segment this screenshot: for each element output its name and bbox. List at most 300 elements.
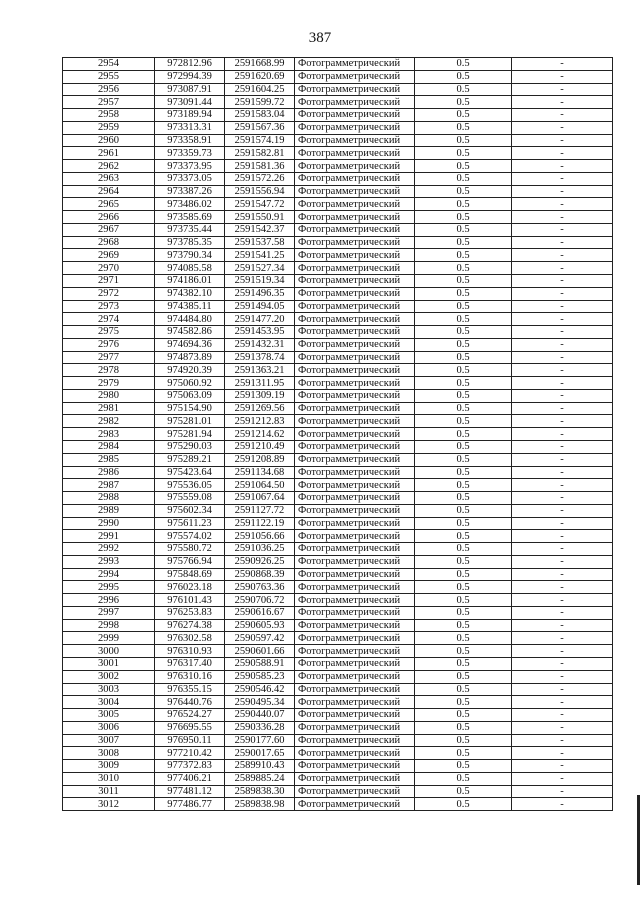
note-cell: - [512,606,613,619]
accuracy-cell: 0.5 [415,326,512,339]
method-cell: Фотограмметрический [295,326,415,339]
point-number-cell: 2999 [63,632,155,645]
note-cell: - [512,96,613,109]
table-row [63,198,613,211]
y-coordinate-cell: 2591556.94 [225,185,295,198]
x-coordinate-cell: 975848.69 [155,568,225,581]
note-cell: - [512,402,613,415]
table-row [63,747,613,760]
note-cell: - [512,364,613,377]
x-coordinate-cell: 975602.34 [155,504,225,517]
table-row [63,785,613,798]
x-coordinate-cell: 973313.31 [155,121,225,134]
x-coordinate-cell: 975290.03 [155,440,225,453]
y-coordinate-cell: 2591599.72 [225,96,295,109]
y-coordinate-cell: 2589885.24 [225,772,295,785]
y-coordinate-cell: 2590336.28 [225,721,295,734]
y-coordinate-cell: 2591620.69 [225,70,295,83]
point-number-cell: 2962 [63,160,155,173]
note-cell: - [512,134,613,147]
y-coordinate-cell: 2591537.58 [225,236,295,249]
note-cell: - [512,83,613,96]
point-number-cell: 3002 [63,670,155,683]
accuracy-cell: 0.5 [415,415,512,428]
y-coordinate-cell: 2591574.19 [225,134,295,147]
note-cell: - [512,645,613,658]
y-coordinate-cell: 2591519.34 [225,275,295,288]
note-cell: - [512,262,613,275]
point-number-cell: 2959 [63,121,155,134]
table-row [63,760,613,773]
accuracy-cell: 0.5 [415,389,512,402]
x-coordinate-cell: 975574.02 [155,530,225,543]
method-cell: Фотограмметрический [295,721,415,734]
y-coordinate-cell: 2590588.91 [225,657,295,670]
method-cell: Фотограмметрический [295,275,415,288]
accuracy-cell: 0.5 [415,657,512,670]
note-cell: - [512,275,613,288]
x-coordinate-cell: 974920.39 [155,364,225,377]
point-number-cell: 2968 [63,236,155,249]
accuracy-cell: 0.5 [415,543,512,556]
table-row [63,262,613,275]
y-coordinate-cell: 2591378.74 [225,351,295,364]
method-cell: Фотограмметрический [295,568,415,581]
accuracy-cell: 0.5 [415,619,512,632]
point-number-cell: 2984 [63,440,155,453]
method-cell: Фотограмметрический [295,402,415,415]
x-coordinate-cell: 976950.11 [155,734,225,747]
y-coordinate-cell: 2589838.98 [225,798,295,811]
point-number-cell: 3005 [63,709,155,722]
note-cell: - [512,160,613,173]
x-coordinate-cell: 976253.83 [155,606,225,619]
method-cell: Фотограмметрический [295,313,415,326]
accuracy-cell: 0.5 [415,721,512,734]
x-coordinate-cell: 976440.76 [155,696,225,709]
x-coordinate-cell: 977486.77 [155,798,225,811]
accuracy-cell: 0.5 [415,696,512,709]
accuracy-cell: 0.5 [415,504,512,517]
table-row [63,377,613,390]
accuracy-cell: 0.5 [415,249,512,262]
note-cell: - [512,721,613,734]
accuracy-cell: 0.5 [415,364,512,377]
x-coordinate-cell: 973387.26 [155,185,225,198]
table-row [63,402,613,415]
method-cell: Фотограмметрический [295,109,415,122]
point-number-cell: 3003 [63,683,155,696]
accuracy-cell: 0.5 [415,683,512,696]
point-number-cell: 2988 [63,492,155,505]
y-coordinate-cell: 2591496.35 [225,287,295,300]
y-coordinate-cell: 2591122.19 [225,517,295,530]
method-cell: Фотограмметрический [295,683,415,696]
y-coordinate-cell: 2589910.43 [225,760,295,773]
table-row [63,606,613,619]
note-cell: - [512,798,613,811]
y-coordinate-cell: 2591477.20 [225,313,295,326]
accuracy-cell: 0.5 [415,555,512,568]
method-cell: Фотограмметрический [295,351,415,364]
accuracy-cell: 0.5 [415,581,512,594]
method-cell: Фотограмметрический [295,670,415,683]
x-coordinate-cell: 974085.58 [155,262,225,275]
y-coordinate-cell: 2591067.64 [225,492,295,505]
point-number-cell: 2957 [63,96,155,109]
note-cell: - [512,504,613,517]
accuracy-cell: 0.5 [415,58,512,71]
y-coordinate-cell: 2590926.25 [225,555,295,568]
table-row [63,415,613,428]
point-number-cell: 2954 [63,58,155,71]
method-cell: Фотограмметрический [295,466,415,479]
note-cell: - [512,594,613,607]
method-cell: Фотограмметрический [295,696,415,709]
point-number-cell: 3001 [63,657,155,670]
accuracy-cell: 0.5 [415,351,512,364]
x-coordinate-cell: 973087.91 [155,83,225,96]
table-row [63,440,613,453]
accuracy-cell: 0.5 [415,185,512,198]
table-row [63,721,613,734]
accuracy-cell: 0.5 [415,517,512,530]
method-cell: Фотограмметрический [295,211,415,224]
accuracy-cell: 0.5 [415,466,512,479]
x-coordinate-cell: 972994.39 [155,70,225,83]
x-coordinate-cell: 973358.91 [155,134,225,147]
point-number-cell: 3009 [63,760,155,773]
y-coordinate-cell: 2591453.95 [225,326,295,339]
point-number-cell: 2978 [63,364,155,377]
note-cell: - [512,172,613,185]
method-cell: Фотограмметрический [295,798,415,811]
table-row [63,657,613,670]
table-row [63,696,613,709]
table-row [63,300,613,313]
note-cell: - [512,670,613,683]
accuracy-cell: 0.5 [415,147,512,160]
x-coordinate-cell: 976023.18 [155,581,225,594]
y-coordinate-cell: 2591309.19 [225,389,295,402]
note-cell: - [512,377,613,390]
y-coordinate-cell: 2591567.36 [225,121,295,134]
x-coordinate-cell: 975423.64 [155,466,225,479]
page-number: 387 [308,30,332,46]
y-coordinate-cell: 2591212.83 [225,415,295,428]
method-cell: Фотограмметрический [295,134,415,147]
point-number-cell: 3010 [63,772,155,785]
point-number-cell: 3006 [63,721,155,734]
y-coordinate-cell: 2591056.66 [225,530,295,543]
method-cell: Фотограмметрический [295,364,415,377]
accuracy-cell: 0.5 [415,747,512,760]
coordinates-table [62,57,613,811]
x-coordinate-cell: 977481.12 [155,785,225,798]
coordinates-table-wrapper [62,57,613,811]
x-coordinate-cell: 975611.23 [155,517,225,530]
x-coordinate-cell: 977210.42 [155,747,225,760]
x-coordinate-cell: 976317.40 [155,657,225,670]
y-coordinate-cell: 2590597.42 [225,632,295,645]
point-number-cell: 2979 [63,377,155,390]
point-number-cell: 2983 [63,428,155,441]
table-row [63,709,613,722]
x-coordinate-cell: 975559.08 [155,492,225,505]
y-coordinate-cell: 2590440.07 [225,709,295,722]
accuracy-cell: 0.5 [415,236,512,249]
x-coordinate-cell: 973189.94 [155,109,225,122]
method-cell: Фотограмметрический [295,172,415,185]
x-coordinate-cell: 974382.10 [155,287,225,300]
method-cell: Фотограмметрический [295,594,415,607]
accuracy-cell: 0.5 [415,402,512,415]
x-coordinate-cell: 973785.35 [155,236,225,249]
accuracy-cell: 0.5 [415,109,512,122]
x-coordinate-cell: 977372.83 [155,760,225,773]
table-row [63,134,613,147]
point-number-cell: 2956 [63,83,155,96]
table-row [63,530,613,543]
table-row [63,185,613,198]
table-row [63,275,613,288]
table-row [63,121,613,134]
method-cell: Фотограмметрический [295,83,415,96]
x-coordinate-cell: 974582.86 [155,326,225,339]
x-coordinate-cell: 975580.72 [155,543,225,556]
accuracy-cell: 0.5 [415,121,512,134]
table-row [63,109,613,122]
table-row [63,223,613,236]
x-coordinate-cell: 976310.93 [155,645,225,658]
note-cell: - [512,747,613,760]
note-cell: - [512,453,613,466]
x-coordinate-cell: 974484.80 [155,313,225,326]
note-cell: - [512,351,613,364]
x-coordinate-cell: 973735.44 [155,223,225,236]
point-number-cell: 2960 [63,134,155,147]
y-coordinate-cell: 2591550.91 [225,211,295,224]
accuracy-cell: 0.5 [415,377,512,390]
accuracy-cell: 0.5 [415,428,512,441]
note-cell: - [512,415,613,428]
note-cell: - [512,70,613,83]
point-number-cell: 2985 [63,453,155,466]
table-row [63,313,613,326]
point-number-cell: 2971 [63,275,155,288]
table-row [63,568,613,581]
table-row [63,83,613,96]
x-coordinate-cell: 974186.01 [155,275,225,288]
method-cell: Фотограмметрический [295,657,415,670]
note-cell: - [512,249,613,262]
note-cell: - [512,696,613,709]
y-coordinate-cell: 2590177.60 [225,734,295,747]
point-number-cell: 2994 [63,568,155,581]
point-number-cell: 2992 [63,543,155,556]
method-cell: Фотограмметрический [295,287,415,300]
y-coordinate-cell: 2591269.56 [225,402,295,415]
note-cell: - [512,211,613,224]
method-cell: Фотограмметрический [295,785,415,798]
table-row [63,338,613,351]
x-coordinate-cell: 977406.21 [155,772,225,785]
point-number-cell: 2958 [63,109,155,122]
x-coordinate-cell: 976101.43 [155,594,225,607]
note-cell: - [512,428,613,441]
y-coordinate-cell: 2590495.34 [225,696,295,709]
note-cell: - [512,121,613,134]
table-row [63,453,613,466]
y-coordinate-cell: 2590546.42 [225,683,295,696]
accuracy-cell: 0.5 [415,632,512,645]
method-cell: Фотограмметрический [295,606,415,619]
method-cell: Фотограмметрический [295,198,415,211]
note-cell: - [512,479,613,492]
x-coordinate-cell: 973585.69 [155,211,225,224]
y-coordinate-cell: 2591527.34 [225,262,295,275]
point-number-cell: 2998 [63,619,155,632]
accuracy-cell: 0.5 [415,440,512,453]
accuracy-cell: 0.5 [415,96,512,109]
accuracy-cell: 0.5 [415,223,512,236]
y-coordinate-cell: 2590706.72 [225,594,295,607]
note-cell: - [512,492,613,505]
table-row [63,543,613,556]
method-cell: Фотограмметрический [295,338,415,351]
point-number-cell: 3007 [63,734,155,747]
accuracy-cell: 0.5 [415,594,512,607]
y-coordinate-cell: 2591127.72 [225,504,295,517]
x-coordinate-cell: 973790.34 [155,249,225,262]
note-cell: - [512,555,613,568]
x-coordinate-cell: 976302.58 [155,632,225,645]
table-row [63,632,613,645]
method-cell: Фотограмметрический [295,734,415,747]
y-coordinate-cell: 2590601.66 [225,645,295,658]
point-number-cell: 2961 [63,147,155,160]
note-cell: - [512,657,613,670]
accuracy-cell: 0.5 [415,338,512,351]
point-number-cell: 2975 [63,326,155,339]
accuracy-cell: 0.5 [415,275,512,288]
table-row [63,517,613,530]
note-cell: - [512,236,613,249]
table-row [63,249,613,262]
note-cell: - [512,287,613,300]
accuracy-cell: 0.5 [415,453,512,466]
method-cell: Фотограмметрический [295,58,415,71]
x-coordinate-cell: 973373.95 [155,160,225,173]
x-coordinate-cell: 973091.44 [155,96,225,109]
accuracy-cell: 0.5 [415,287,512,300]
x-coordinate-cell: 976695.55 [155,721,225,734]
method-cell: Фотограмметрический [295,300,415,313]
x-coordinate-cell: 975766.94 [155,555,225,568]
x-coordinate-cell: 973359.73 [155,147,225,160]
accuracy-cell: 0.5 [415,798,512,811]
note-cell: - [512,760,613,773]
note-cell: - [512,632,613,645]
accuracy-cell: 0.5 [415,313,512,326]
y-coordinate-cell: 2590616.67 [225,606,295,619]
method-cell: Фотограмметрический [295,236,415,249]
point-number-cell: 2977 [63,351,155,364]
point-number-cell: 2996 [63,594,155,607]
accuracy-cell: 0.5 [415,70,512,83]
accuracy-cell: 0.5 [415,772,512,785]
method-cell: Фотограмметрический [295,645,415,658]
accuracy-cell: 0.5 [415,645,512,658]
point-number-cell: 2991 [63,530,155,543]
point-number-cell: 2964 [63,185,155,198]
point-number-cell: 2989 [63,504,155,517]
y-coordinate-cell: 2591541.25 [225,249,295,262]
coordinates-table-body [63,58,613,811]
y-coordinate-cell: 2591134.68 [225,466,295,479]
y-coordinate-cell: 2590017.65 [225,747,295,760]
point-number-cell: 2987 [63,479,155,492]
method-cell: Фотограмметрический [295,581,415,594]
method-cell: Фотограмметрический [295,377,415,390]
method-cell: Фотограмметрический [295,415,415,428]
table-row [63,492,613,505]
x-coordinate-cell: 974694.36 [155,338,225,351]
point-number-cell: 2986 [63,466,155,479]
x-coordinate-cell: 975060.92 [155,377,225,390]
y-coordinate-cell: 2591582.81 [225,147,295,160]
note-cell: - [512,58,613,71]
y-coordinate-cell: 2591604.25 [225,83,295,96]
table-row [63,734,613,747]
y-coordinate-cell: 2591214.62 [225,428,295,441]
note-cell: - [512,466,613,479]
point-number-cell: 3004 [63,696,155,709]
method-cell: Фотограмметрический [295,772,415,785]
x-coordinate-cell: 975281.94 [155,428,225,441]
table-row [63,351,613,364]
note-cell: - [512,313,613,326]
note-cell: - [512,440,613,453]
point-number-cell: 3011 [63,785,155,798]
method-cell: Фотограмметрический [295,760,415,773]
method-cell: Фотограмметрический [295,632,415,645]
y-coordinate-cell: 2591036.25 [225,543,295,556]
note-cell: - [512,517,613,530]
method-cell: Фотограмметрический [295,428,415,441]
method-cell: Фотограмметрический [295,709,415,722]
y-coordinate-cell: 2591581.36 [225,160,295,173]
point-number-cell: 2974 [63,313,155,326]
table-row [63,211,613,224]
y-coordinate-cell: 2591668.99 [225,58,295,71]
table-row [63,772,613,785]
point-number-cell: 2965 [63,198,155,211]
x-coordinate-cell: 976310.16 [155,670,225,683]
note-cell: - [512,619,613,632]
accuracy-cell: 0.5 [415,211,512,224]
accuracy-cell: 0.5 [415,734,512,747]
table-row [63,160,613,173]
table-row [63,147,613,160]
accuracy-cell: 0.5 [415,709,512,722]
point-number-cell: 2969 [63,249,155,262]
table-row [63,389,613,402]
point-number-cell: 2967 [63,223,155,236]
accuracy-cell: 0.5 [415,606,512,619]
point-number-cell: 2993 [63,555,155,568]
accuracy-cell: 0.5 [415,492,512,505]
